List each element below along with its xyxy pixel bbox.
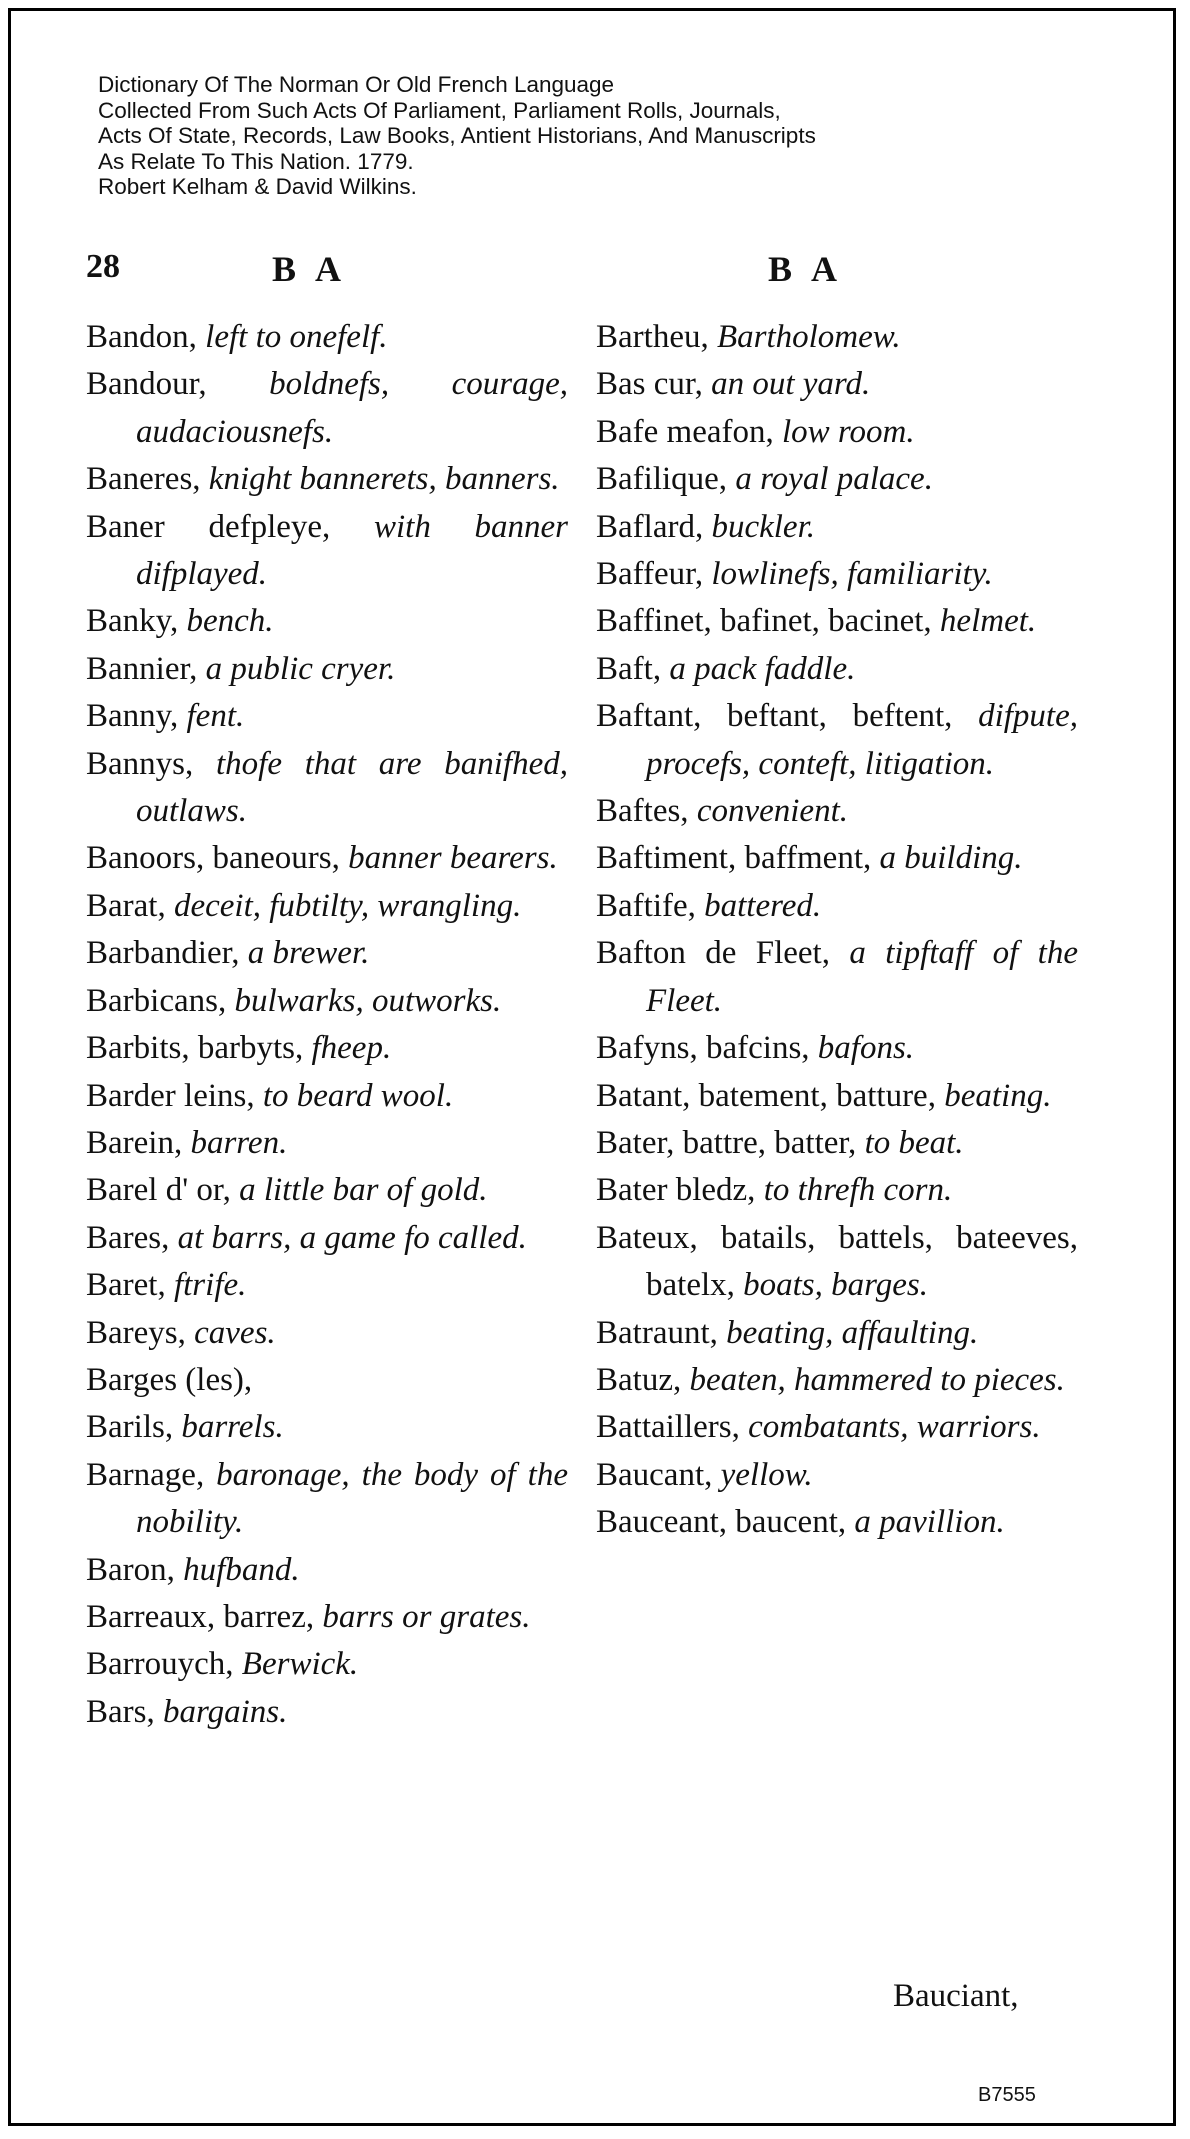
page-number: 28 — [86, 248, 120, 285]
entry-definition: convenient. — [696, 793, 848, 830]
entry-headword: Barbits, barbyts, — [86, 1030, 304, 1067]
entry-definition: baronage, the body of the nobility. — [136, 1456, 568, 1541]
dictionary-entry — [596, 314, 1078, 361]
header-line: Dictionary Of The Norman Or Old French Language — [98, 72, 615, 97]
entry-headword: Bafilique, — [596, 461, 728, 498]
dictionary-entry — [86, 1025, 568, 1072]
entry-headword: Baffinet, bafinet, bacinet, — [596, 603, 932, 640]
dictionary-entry — [596, 835, 1078, 882]
header-line: Acts Of State, Records, Law Books, Antient Historians, And Manuscripts — [98, 123, 816, 148]
entry-headword: Baflard, — [596, 508, 704, 545]
dictionary-entry — [86, 741, 568, 836]
dictionary-entry — [86, 646, 568, 693]
dictionary-entry — [86, 1215, 568, 1262]
entry-headword: Bateux, batails, battels, bateeves, batelx, — [596, 1219, 1078, 1304]
collection-header — [98, 72, 998, 200]
entry-headword: Bafyns, bafcins, — [596, 1030, 810, 1067]
dictionary-entry — [596, 504, 1078, 551]
dictionary-entry — [86, 1073, 568, 1120]
entry-definition: a brewer. — [247, 935, 370, 972]
entry-definition: bafons. — [817, 1030, 915, 1067]
entry-definition: thofe that are banifhed, outlaws. — [136, 745, 568, 830]
dictionary-entry — [596, 409, 1078, 456]
dictionary-entry — [86, 1641, 568, 1688]
entry-definition: boldnefs, courage, audaciousnefs. — [136, 366, 569, 450]
entry-headword: Barrouych, — [86, 1646, 234, 1683]
entry-definition: battered. — [704, 887, 822, 924]
dictionary-entry — [86, 883, 568, 930]
dictionary-entry — [86, 361, 568, 456]
entry-headword: Baron, — [86, 1551, 175, 1588]
entry-headword: Banny, — [86, 698, 179, 735]
entry-definition: with banner difplayed. — [136, 508, 568, 593]
dictionary-entry — [86, 456, 568, 503]
entry-headword: Barder leins, — [86, 1077, 255, 1114]
document-code: B7555 — [978, 2084, 1036, 2106]
entry-headword: Barges (les), — [86, 1361, 253, 1398]
dictionary-entry — [86, 1167, 568, 1214]
dictionary-entry — [596, 883, 1078, 930]
entry-headword: Baffeur, — [596, 556, 704, 593]
entry-headword: Baftife, — [596, 887, 696, 924]
dictionary-entry — [596, 1357, 1078, 1404]
entry-definition: to beard wool. — [262, 1077, 454, 1114]
entry-definition: knight bannerets, banners. — [208, 461, 560, 498]
dictionary-entry — [596, 456, 1078, 503]
entry-definition: left to onefelf. — [205, 319, 388, 355]
header-line: Robert Kelham & David Wilkins. — [98, 174, 417, 199]
dictionary-entry — [86, 1404, 568, 1451]
entry-headword: Bater, battre, batter, — [596, 1124, 857, 1161]
entry-definition: bench. — [186, 603, 274, 640]
dictionary-entry — [86, 835, 568, 882]
entry-definition: ftrife. — [173, 1267, 247, 1304]
dictionary-entry — [596, 1167, 1078, 1214]
entry-definition: a little bar of gold. — [239, 1172, 488, 1209]
entry-headword: Bannier, — [86, 650, 198, 687]
entry-headword: Barel d' or, — [86, 1172, 231, 1209]
dictionary-entry — [596, 1452, 1078, 1499]
entry-headword: Banky, — [86, 603, 179, 640]
entry-headword: Baucant, — [596, 1456, 713, 1493]
entry-headword: Baret, — [86, 1267, 166, 1304]
right-column — [596, 314, 1078, 1547]
entry-definition: a pack faddle. — [669, 650, 856, 687]
running-head-left: B A — [272, 249, 348, 289]
dictionary-entry — [86, 930, 568, 977]
dictionary-entry — [596, 1404, 1078, 1451]
dictionary-entry — [596, 551, 1078, 598]
entry-definition: a building. — [879, 840, 1023, 877]
entry-definition: a pavillion. — [854, 1504, 1005, 1541]
running-head-right: B A — [768, 249, 844, 289]
header-line: Collected From Such Acts Of Parliament, Parliament Rolls, Journals, — [98, 97, 781, 123]
entry-definition: yellow. — [720, 1456, 813, 1493]
catchword: Bauciant, — [893, 1978, 1019, 2014]
dictionary-entry — [596, 1073, 1078, 1120]
dictionary-entry — [86, 1547, 568, 1594]
entry-headword: Barbandier, — [86, 935, 240, 972]
entry-definition: bargains. — [163, 1693, 288, 1730]
dictionary-entry — [86, 314, 568, 361]
entry-headword: Bauceant, baucent, — [596, 1504, 847, 1541]
entry-headword: Bandour, — [86, 366, 207, 403]
entry-definition: Berwick. — [241, 1646, 359, 1683]
entry-headword: Baftes, — [596, 793, 689, 830]
entry-headword: Barreaux, barrez, — [86, 1598, 315, 1635]
header-line: As Relate To This Nation. 1779. — [98, 148, 414, 174]
entry-headword: Batuz, — [596, 1361, 682, 1398]
entry-headword: Baft, — [596, 650, 662, 687]
entry-headword: Bafton de Fleet, — [596, 935, 830, 972]
entry-definition: barren. — [190, 1124, 288, 1161]
entry-definition: to threfh corn. — [763, 1172, 953, 1209]
dictionary-entry — [86, 504, 568, 599]
left-column — [86, 314, 568, 1736]
entry-definition: boats, barges. — [743, 1267, 929, 1304]
entry-headword: Barnage, — [86, 1456, 205, 1493]
dictionary-entry — [596, 646, 1078, 693]
entry-definition: beating. — [944, 1077, 1052, 1114]
entry-definition: barrs or grates. — [322, 1598, 531, 1635]
dictionary-entry — [86, 1594, 568, 1641]
entry-definition: beaten, hammered to pieces. — [689, 1361, 1065, 1398]
entry-headword: Baneres, — [86, 461, 201, 498]
entry-definition: combatants, warriors. — [748, 1409, 1041, 1446]
entry-headword: Baner defpleye, — [86, 508, 331, 545]
entry-headword: Bas cur, — [596, 366, 703, 403]
entry-definition: fent. — [186, 698, 245, 735]
dictionary-entry — [86, 1452, 568, 1547]
entry-definition: a tipftaff of the Fleet. — [646, 935, 1079, 1019]
entry-definition: a royal palace. — [735, 461, 933, 498]
entry-headword: Battaillers, — [596, 1409, 740, 1446]
dictionary-entry — [86, 598, 568, 645]
entry-definition: difpute, procefs, conteft, litigation. — [646, 698, 1078, 782]
dictionary-entry — [86, 1689, 568, 1736]
entry-headword: Barein, — [86, 1124, 183, 1161]
dictionary-entry — [596, 1499, 1078, 1546]
dictionary-entry — [596, 1120, 1078, 1167]
dictionary-entry — [86, 978, 568, 1025]
entry-headword: Banoors, baneours, — [86, 840, 340, 877]
entry-headword: Barat, — [86, 887, 166, 924]
entry-definition: Bartholomew. — [716, 319, 901, 355]
entry-headword: Bars, — [86, 1693, 155, 1730]
entry-headword: Batraunt, — [596, 1314, 718, 1351]
entry-definition: barrels. — [181, 1409, 284, 1446]
entry-definition: to beat. — [864, 1124, 964, 1161]
entry-headword: Barils, — [86, 1409, 174, 1446]
entry-definition: lowlinefs, familiarity. — [711, 556, 993, 593]
entry-headword: Bater bledz, — [596, 1172, 756, 1209]
dictionary-entry — [596, 1215, 1078, 1310]
entry-definition: fheep. — [311, 1030, 392, 1067]
entry-definition: beating, affaulting. — [726, 1314, 979, 1351]
dictionary-entry — [86, 1357, 568, 1404]
entry-headword: Barbicans, — [86, 982, 227, 1019]
dictionary-entry — [596, 1025, 1078, 1072]
entry-definition: hufband. — [183, 1551, 300, 1588]
entry-definition: bulwarks, outworks. — [234, 982, 502, 1019]
dictionary-entry — [86, 1262, 568, 1309]
entry-headword: Baftant, beftant, beftent, — [596, 698, 953, 735]
entry-definition: caves. — [194, 1314, 276, 1351]
entry-definition: deceit, fubtilty, wrangling. — [173, 887, 522, 924]
dictionary-entry — [596, 361, 1078, 408]
dictionary-entry — [596, 1310, 1078, 1357]
entry-definition: low room. — [782, 413, 915, 450]
entry-definition: buckler. — [711, 508, 815, 545]
dictionary-entry — [86, 693, 568, 740]
dictionary-entry — [596, 693, 1078, 788]
entry-headword: Batant, batement, batture, — [596, 1077, 936, 1114]
dictionary-entry — [596, 930, 1078, 1025]
entry-headword: Bandon, — [86, 319, 197, 355]
dictionary-entry — [86, 1120, 568, 1167]
entry-headword: Bareys, — [86, 1314, 186, 1351]
dictionary-entry — [596, 598, 1078, 645]
entry-definition: at barrs, a game fo called. — [177, 1219, 527, 1256]
entry-headword: Bares, — [86, 1219, 170, 1256]
entry-headword: Bafe meafon, — [596, 413, 774, 450]
entry-definition: a public cryer. — [205, 650, 396, 687]
dictionary-entry — [596, 788, 1078, 835]
entry-headword: Baftiment, baffment, — [596, 840, 872, 877]
entry-definition: banner bearers. — [348, 840, 558, 877]
entry-headword: Bartheu, — [596, 319, 709, 355]
entry-definition: helmet. — [939, 603, 1037, 640]
entry-headword: Bannys, — [86, 745, 194, 782]
dictionary-entry — [86, 1310, 568, 1357]
entry-definition: an out yard. — [711, 366, 871, 403]
